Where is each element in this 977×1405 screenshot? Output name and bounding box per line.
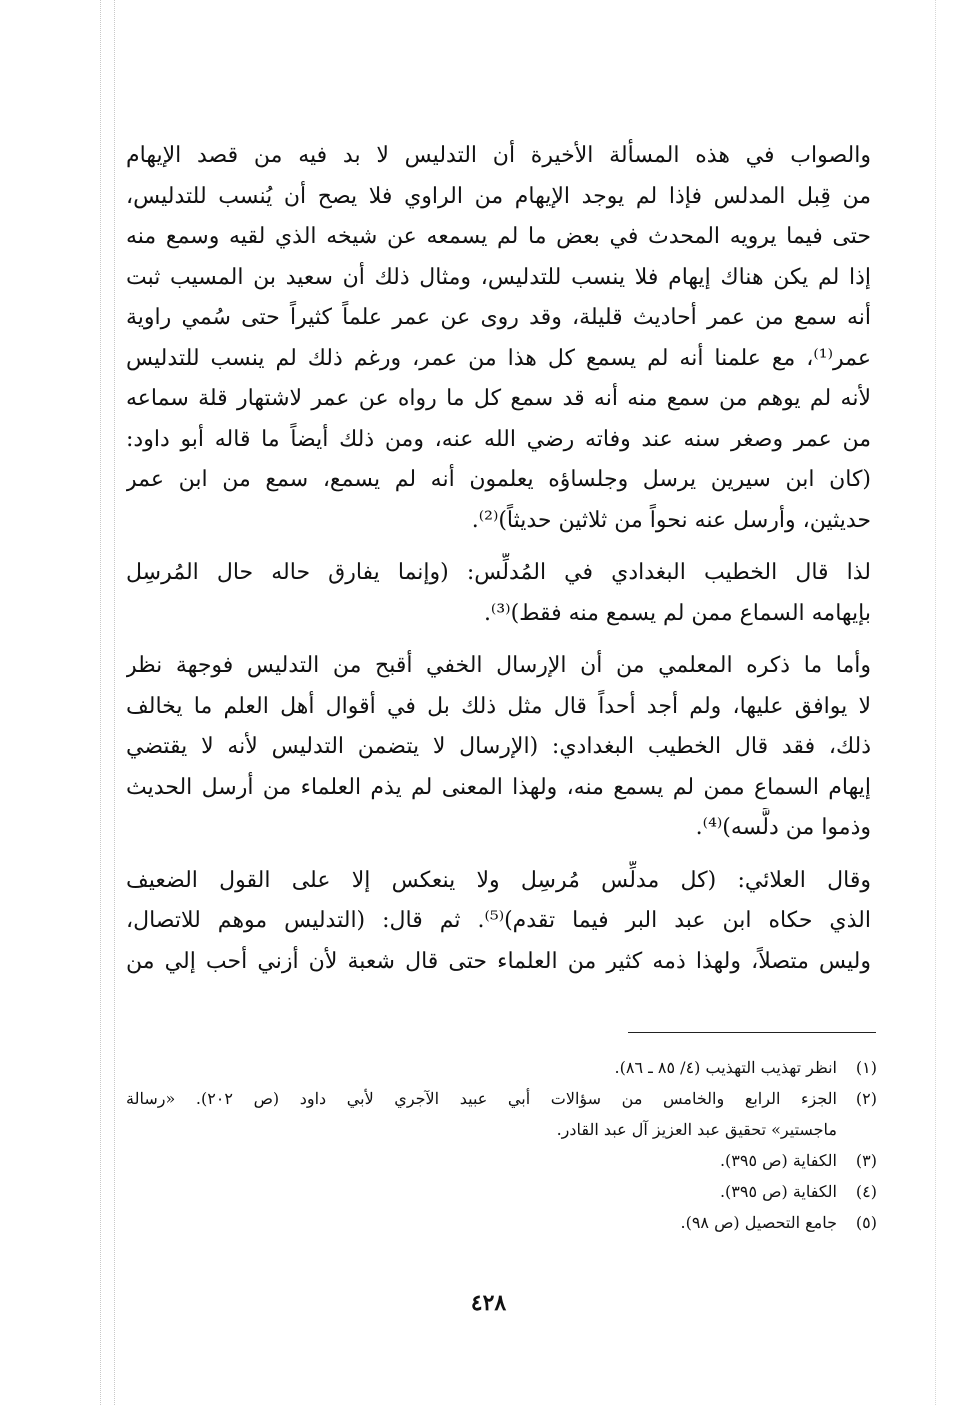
scan-artifact-line [100,0,101,1405]
footnote-line: الجزء الرابع والخامس من سؤالات أبي عبيد الآجري لأبي داود (ص ٢٠٢). «رسالة [126,1089,837,1108]
footnote-text [126,1145,837,1176]
footnote-separator [628,1032,876,1033]
footnote-number: (٢) [855,1089,877,1108]
footnote [126,1176,877,1207]
footnote-text [126,1207,837,1238]
text-line: الذي حكاه ابن عبد البر فيما تقدم)⁽⁵⁾. ثم قال: (التدليس موهم للاتصال، [126,908,871,933]
text-line: إيهام السماع ممن لم يسمع منه، ولهذا المعنى لم يذم العلماء من أرسل الحديث [126,774,871,800]
text-line: من قِبل المدلس فإذا لم يوجد الإيهام من الراوي فلا يصح أن يُنسب للتدليس، [126,183,871,209]
footnotes [126,1052,877,1238]
footnote-line: جامع التحصيل (ص ٩٨). [680,1213,837,1232]
footnote-line: الكفاية (ص ٣٩٥). [719,1151,837,1170]
paragraph [126,861,871,983]
text-line: والصواب في هذه المسألة الأخيرة أن التدليس لا بد فيه من قصد الإيهام [126,143,871,168]
footnote-text [126,1052,837,1083]
text-line: وقال العلائي: (كل مدلِّس مُرسِل ولا ينعكس إلا على القول الضعيف [126,867,871,893]
text-line: لأنه لم يوهم من سمع منه أنه قد سمع كل ما رواه عن عمر لاشتهار قلة سماعه [126,386,871,411]
text-line: عمر⁽¹⁾، مع علمنا أنه لم يسمع كل هذا من عمر، ورغم ذلك لم ينسب للتدليس [126,345,871,371]
main-text [126,136,871,994]
footnote [126,1083,877,1145]
footnote [126,1145,877,1176]
text-line: ذلك، فقد قال الخطيب البغدادي: (الإرسال لا يتضمن التدليس لأنه لا يقتضي [126,734,871,759]
footnote-line: الكفاية (ص ٣٩٥). [719,1182,837,1201]
text-line: حديثين، وأرسل عنه نحواً من ثلاثين حديثاً)⁽²⁾. [471,507,871,533]
text-line: من عمر وصغر سنه عند وفاته رضي الله عنه، ومن ذلك أيضاً ما قاله أبو داود: [126,426,871,452]
scan-artifact-line [935,0,936,1405]
text-line: أنه سمع من عمر أحاديث قليلة، وقد روى عن عمر علماً كثيراً حتى سُمي راوية [126,305,871,330]
footnote-text [126,1176,837,1207]
footnote-line: ماجستير» تحقيق عبد العزيز آل عبد القادر. [556,1120,837,1139]
text-line: لا يوافق عليها، ولم أجد أحداً قال مثل ذلك بل في أقوال أهل العلم ما يخالف [126,693,871,719]
paragraph [126,553,871,634]
footnote-number: (٣) [855,1151,877,1170]
text-line: لذا قال الخطيب البغدادي في المُدلِّس: (وإنما يفارق حاله حال المُرسِل [126,560,871,585]
text-line: إذا لم يكن هناك إيهام فلا ينسب للتدليس، ومثال ذلك أن سعيد بن المسيب ثبت [126,264,871,290]
footnote [126,1207,877,1238]
text-line: وذموا من دلَّسه)⁽⁴⁾. [695,815,871,840]
footnote-number: (٤) [855,1182,877,1201]
paragraph [126,646,871,849]
text-line: وليس متصلاً، ولهذا ذمه كثير من العلماء حتى قال شعبة لأن أزني أحب إلي من [126,948,871,974]
scan-artifact-line [114,0,115,1405]
footnote-number: (٥) [855,1213,877,1232]
text-line: (كان ابن سيرين يرسل وجلساؤه يعلمون أنه لم يسمع، سمع من ابن عمر [126,467,871,492]
footnote-text [126,1083,837,1145]
text-line: وأما ما ذكره المعلمي من أن الإرسال الخفي أقبح من التدليس فوجهة نظر [126,653,871,678]
text-line: حتى فيما يرويه المحدث في بعض ما لم يسمعه عن شيخه الذي لقيه وسمع منه [126,224,871,249]
footnote-number: (١) [855,1058,877,1077]
paragraph [126,136,871,541]
page-number: ٤٢٨ [470,1290,507,1316]
text-line: بإيهامه السماع ممن لم يسمع منه فقط)⁽³⁾. [483,600,871,626]
footnote [126,1052,877,1083]
footnote-line: انظر تهذيب التهذيب (٤/ ٨٥ ـ ٨٦). [614,1058,837,1077]
